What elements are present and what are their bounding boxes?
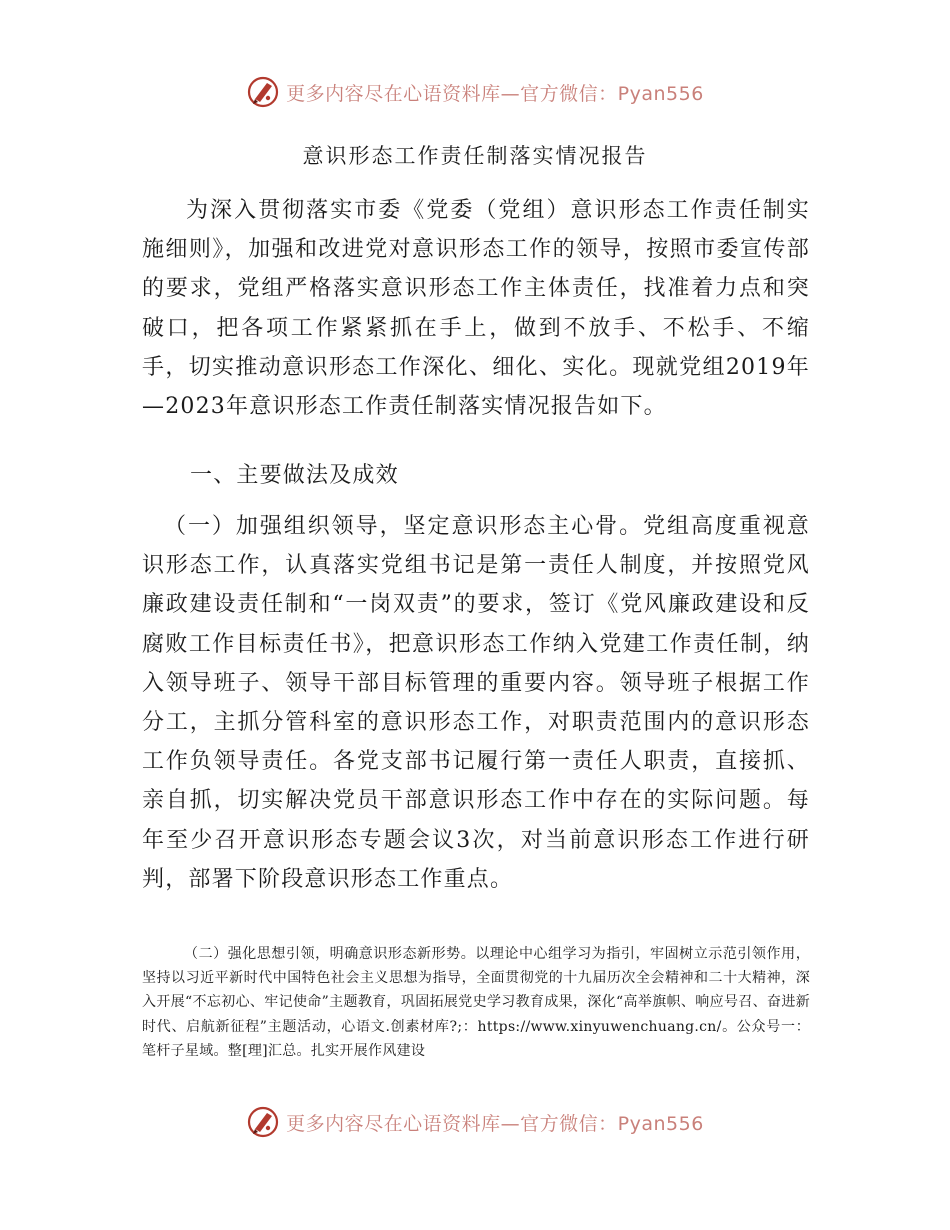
footer-watermark-banner xyxy=(0,1100,950,1144)
paragraph-ideological-guidance: （二）强化思想引领，明确意识形态新形势。以理论中心组学习为指引，牢固树立示范引领作用，坚持以习近平新时代中国特色社会主义思想为指导，全面贯彻党的十九届历次全会精神和二十大精神，深入开展“不忘初心、牢记使命”主题教育，巩固拓展党史学习教育成果，深化“高举旗帜、响应号召、奋进新时代、启航新征程”主题活动，心语文.创素材库?;：https://www.xinyuwenchuang.cn/。公众号一：笔杆子星域。整[理]汇总。扎实开展作风建设 xyxy=(142,946,810,1059)
section-heading: 一、主要做法及成效 xyxy=(190,463,399,488)
watermark-text: 更多内容尽在心语资料库—官方微信：Pyan556 xyxy=(286,1112,704,1135)
pen-logo-icon xyxy=(246,1105,280,1139)
document-title: 意识形态工作责任制落实情况报告 xyxy=(302,144,648,168)
watermark-text: 更多内容尽在心语资料库—官方微信：Pyan556 xyxy=(286,82,704,105)
paragraph-organization-leadership: （一）加强组织领导，坚定意识形态主心骨。党组高度重视意识形态工作，认真落实党组书记是第一责任人制度，并按照党风廉政建设责任制和“一岗双责”的要求，签订《党风廉政建设和反腐败工作目标责任书》，把意识形态工作纳入党建工作责任制，纳入领导班子、领导干部目标管理的重要内容。领导班子根据工作分工，主抓分管科室的意识形态工作，对职责范围内的意识形态工作负领导责任。各党支部书记履行第一责任人职责，直接抓、亲自抓，切实解决党员干部意识形态工作中存在的实际问题。每年至少召开意识形态专题会议3次，对当前意识形态工作进行研判，部署下阶段意识形态工作重点。 xyxy=(142,514,810,892)
header-watermark-banner xyxy=(0,70,950,114)
pen-logo-icon xyxy=(246,75,280,109)
intro-paragraph: 为深入贯彻落实市委《党委（党组）意识形态工作责任制实施细则》，加强和改进党对意识形态工作的领导，按照市委宣传部的要求，党组严格落实意识形态工作主体责任，找准着力点和突破口，把各项工作紧紧抓在手上，做到不放手、不松手、不缩手，切实推动意识形态工作深化、细化、实化。现就党组2019年—2023年意识形态工作责任制落实情况报告如下。 xyxy=(142,198,810,420)
